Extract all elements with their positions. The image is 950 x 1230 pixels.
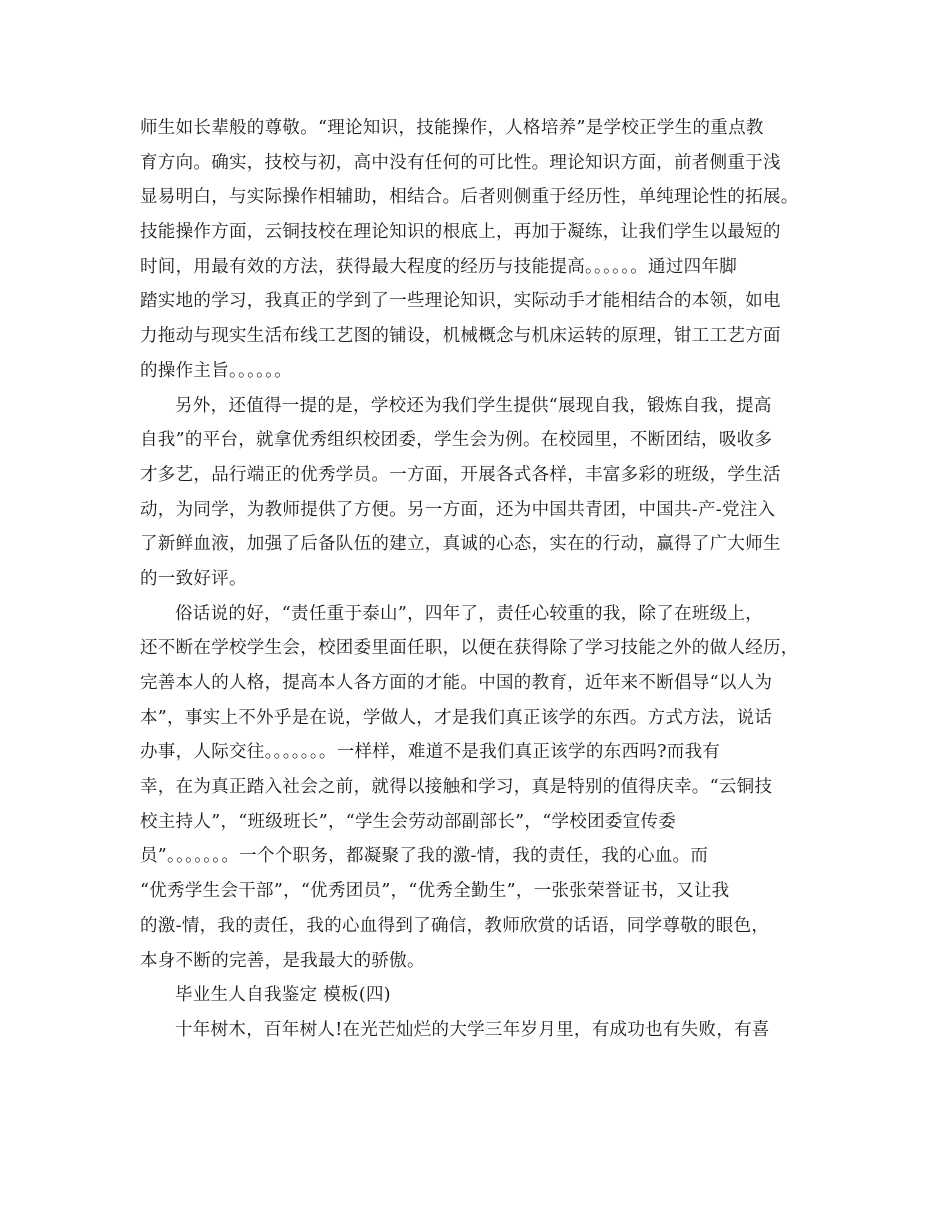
- text-line: 俗话说的好，“责任重于泰山”，四年了，责任心较重的我，除了在班级上，: [175, 603, 764, 624]
- text-line: 员”。。。。。。。一个个职务，都凝聚了我的激-情，我的责任，我的心血。而: [140, 846, 709, 867]
- text-line: 办事，人际交往。。。。。。。一样样，难道不是我们真正该学的东西吗?而我有: [140, 742, 721, 763]
- text-line: 校主持人”，“班级班长”，“学生会劳动部副部长”，“学校团委宣传委: [140, 811, 677, 832]
- text-line: 踏实地的学习，我真正的学到了一些理论知识，实际动手才能相结合的本领，如电: [140, 291, 781, 312]
- text-line: 自我”的平台，就拿优秀组织校团委，学生会为例。在校园里，不断团结，吸收多: [140, 430, 773, 451]
- text-line: 本”，事实上不外乎是在说，学做人，才是我们真正该学的东西。方式方法，说话: [140, 707, 773, 728]
- text-line: 力拖动与现实生活布线工艺图的铺设，机械概念与机床运转的原理，钳工工艺方面: [140, 326, 781, 347]
- text-line: 完善本人的人格，提高本人各方面的才能。中国的教育，近年来不断倡导“以人为: [140, 673, 773, 693]
- text-line: 显易明白，与实际操作相辅助，相结合。后者则侧重于经历性，单纯理论性的拓展。: [140, 187, 799, 208]
- text-line: 时间，用最有效的方法，获得最大程度的经历与技能提高。。。。。。通过四年脚: [140, 256, 738, 277]
- text-line: 师生如长辈般的尊敬。“理论知识，技能操作，人格培养”是学校正学生的重点教: [140, 118, 764, 138]
- text-line: 幸，在为真正踏入社会之前，就得以接触和学习，真是特别的值得庆幸。“云铜技: [140, 777, 773, 798]
- text-line: 技能操作方面，云铜技校在理论知识的根底上，再加于凝练，让我们学生以最短的: [140, 222, 781, 243]
- text-line: 育方向。确实，技校与初，高中没有任何的可比性。理论知识方面，前者侧重于浅: [140, 152, 781, 173]
- text-line: 本身不断的完善，是我最大的骄傲。: [140, 950, 425, 971]
- text-line: 另外，还值得一提的是，学校还为我们学生提供“展现自我，锻炼自我，提高: [175, 395, 772, 416]
- text-line: 了新鲜血液，加强了后备队伍的建立，真诚的心态，实在的行动，赢得了广大师生: [140, 534, 781, 555]
- text-line: “优秀学生会干部”，“优秀团员”，“优秀全勤生”，一张张荣誉证书，又让我: [140, 881, 730, 902]
- document-body: [140, 111, 830, 1048]
- text-line: 的一致好评。: [140, 568, 247, 589]
- text-line: 还不断在学校学生会，校团委里面任职，以便在获得除了学习技能之外的做人经历，: [140, 638, 799, 659]
- section-heading: 毕业生人自我鉴定 模板(四): [175, 985, 391, 1006]
- text-line: 动，为同学，为教师提供了方便。另一方面，还为中国共青团，中国共-产-党注入: [140, 499, 776, 520]
- text-line: 的操作主旨。。。。。。: [140, 360, 293, 381]
- text-line: 才多艺，品行端正的优秀学员。一方面，开展各式各样，丰富多彩的班级，学生活: [140, 464, 781, 485]
- text-line: 十年树木，百年树人!在光芒灿烂的大学三年岁月里，有成功也有失败，有喜: [175, 1019, 770, 1040]
- text-line: 的激-情，我的责任，我的心血得到了确信，教师欣赏的话语，同学尊敬的眼色，: [140, 915, 770, 936]
